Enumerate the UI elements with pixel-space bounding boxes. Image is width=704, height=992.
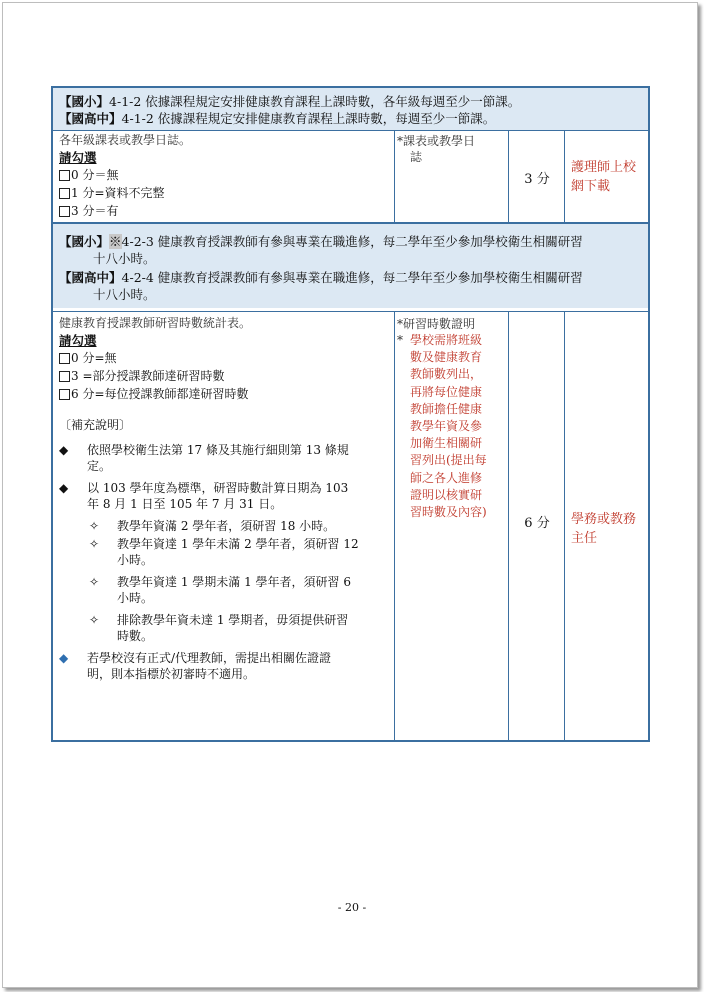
evidence-line-6: 加衛生相關研: [410, 436, 483, 451]
evidence-line-10: 習時數及內容): [410, 505, 487, 520]
divider: [508, 130, 509, 222]
section1-line1-text: 4-1-2 依據課程規定安排健康教育課程上課時數，各年級每週至少一節課。: [109, 94, 521, 109]
row2-responsible: 學務或教務 主任: [571, 512, 637, 546]
row1-evidence: *課表或教學日 誌: [397, 134, 476, 164]
evidence-line-3: 再將每位健康: [410, 384, 483, 399]
diamond-icon: ◆: [59, 443, 69, 457]
divider: [508, 311, 509, 740]
row2-score: 6 分: [524, 516, 550, 531]
row1-criteria: [59, 132, 389, 220]
bullet3: ◆ 若學校沒有正式/代理教師，需提出相關佐證證 明，則本指標於初審時不適用。: [59, 651, 332, 681]
row2-option-0[interactable]: 0 分=無: [59, 349, 391, 367]
diamond-icon: ◆: [59, 481, 69, 495]
evidence-line-8: 師之各人進修: [410, 470, 483, 485]
evaluation-table: [51, 86, 650, 742]
row1-score: 3 分: [524, 172, 550, 187]
divider: [564, 311, 565, 740]
star-icon: *: [397, 333, 403, 347]
evidence-line-5: 教學年資及參: [410, 419, 483, 434]
checkbox-icon[interactable]: [59, 389, 70, 400]
divider: [564, 130, 565, 222]
checkbox-icon[interactable]: [59, 188, 70, 199]
divider: [394, 130, 395, 222]
evidence-line-2: 教師數列出，: [410, 367, 483, 382]
sparkle-icon: ✧: [89, 537, 100, 551]
section1-header: [59, 93, 644, 127]
sub-bullet1: ✧ 教學年資滿 2 學年者，須研習 18 小時。: [89, 519, 336, 533]
row1-option-0[interactable]: 0 分＝無: [59, 166, 389, 184]
sparkle-icon: ✧: [89, 613, 100, 627]
checkbox-icon[interactable]: [59, 353, 70, 364]
evidence-line-0: 學校需將班級: [410, 333, 483, 347]
star-icon: *: [397, 134, 403, 148]
sparkle-icon: ✧: [89, 575, 100, 589]
row2-option-1[interactable]: 3 =部分授課教師達研習時數: [59, 367, 391, 385]
evidence-line-1: 數及健康教育: [410, 350, 483, 365]
row1-title: 各年級課表或教學日誌。: [59, 133, 192, 147]
section1-line2-prefix: 【國高中】: [59, 111, 122, 126]
sub-bullet2: ✧ 教學年資達 1 學年未滿 2 學年者，須研習 12 小時。: [89, 537, 359, 567]
row2-option-2[interactable]: 6 分=每位授課教師都達研習時數: [59, 385, 391, 403]
diamond-icon: ◆: [59, 651, 69, 665]
divider: [53, 130, 648, 131]
section2-header: 【國小】※4-2-3 健康教育授課教師有參與專業在職進修，每二學年至少參加學校衛生相關研習 十八小時。 【國高中】4-2-4 健康教育授課教師有參與專業在職進修，每二學年至少參加學校衛生相關研習 十八小時。: [59, 234, 583, 302]
row1-option-2[interactable]: 3 分＝有: [59, 202, 389, 220]
evidence-line-7: 習列出(提出每: [410, 453, 487, 468]
row2-criteria: 健康教育授課教師研習時數統計表。 請勾選 0 分=無 3 =部分授課教師達研習時數 6 分=每位授課教師都達研習時數 〔補充說明〕: [59, 315, 391, 433]
bullet2: ◆ 以 103 學年度為標準，研習時數計算日期為 103 年 8 月 1 日至 105 年 7 月 31 日。: [59, 481, 349, 511]
sub-bullet4: ✧ 排除教學年資未達 1 學期者，毋須提供研習 時數。: [89, 613, 349, 643]
section1-line1-prefix: 【國小】: [59, 94, 110, 109]
checkbox-icon[interactable]: [59, 371, 70, 382]
section1-line2-text: 4-1-2 依據課程規定安排健康教育課程上課時數，每週至少一節課。: [121, 111, 496, 126]
row2-evidence: *研習時數證明 * 學校需將班級 數及健康教育 教師數列出， 再將每位健康 教師擔任健康 教學年資及參 加衛生相關研 習列出(提出每 師之各人進修 證明以核實研 習時數及內容): [397, 316, 509, 521]
divider: [53, 311, 648, 312]
sparkle-icon: ✧: [89, 519, 100, 533]
row1-responsible: 護理師上校 網下載: [571, 160, 637, 194]
bullet1: ◆ 依照學校衛生法第 17 條及其施行細則第 13 條規 定。: [59, 443, 349, 473]
checkbox-icon[interactable]: [59, 206, 70, 217]
page-number: - 20 -: [337, 901, 367, 914]
row1-option-1[interactable]: 1 分=資料不完整: [59, 184, 389, 202]
star-icon: *: [397, 317, 403, 331]
supplement-title: 〔補充說明〕: [59, 418, 132, 432]
checkbox-icon[interactable]: [59, 170, 70, 181]
sub-bullet3: ✧ 教學年資達 1 學期未滿 1 學年者，須研習 6 小時。: [89, 575, 351, 605]
evidence-line-9: 證明以核實研: [410, 487, 483, 502]
row2-evidence-list: [397, 332, 509, 521]
evidence-line-4: 教師擔任健康: [410, 401, 483, 416]
row1-check-label: 請勾選: [59, 150, 97, 165]
divider: [394, 311, 395, 740]
